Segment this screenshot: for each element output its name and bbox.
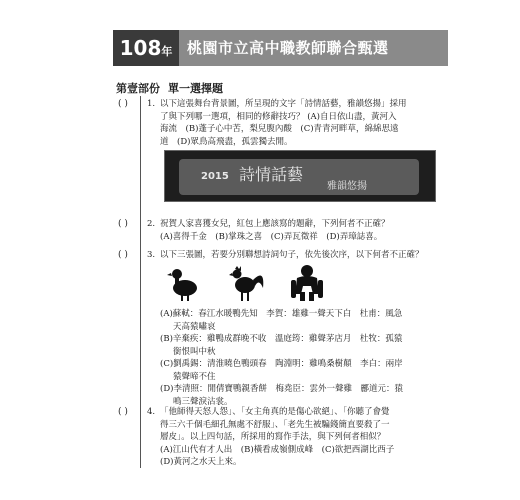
question-3: 3. 以下三張圖，若要分別聯想詩詞句子，依先後次序，以下何者不正確？ <box>147 250 424 260</box>
question-2: 2. 祝賀人家喜獲女兒，紅包上應該寫的題辭，下列何者不正確？ (A)喜得千金 (B)掌珠之喜 (C)弄瓦徵祥 (D)弄璋誌喜。 <box>147 219 390 242</box>
answer-blank-2[interactable]: ( ) <box>118 219 128 229</box>
answer-column-divider <box>140 96 141 468</box>
chapter-header <box>113 30 448 66</box>
exam-title: 桃園市立高中職教師聯合甄選 <box>187 39 389 57</box>
duck-icon <box>167 264 201 302</box>
answer-blank-1[interactable]: ( ) <box>118 99 128 109</box>
section-heading: 第壹部份 單一選擇題 <box>116 82 223 95</box>
question-3-options: (A)蘇軾：春江水暖鴨先知 李賀：雄雞一聲天下白 杜甫：風急 天高猿嘯哀 (B)辛棄疾：雞鴨成群晚不收 溫庭筠：雞聲茅店月 杜牧：孤猿 銜恨叫中秋 (C)劉禹錫：清淮曉色鴨頭春 陶淵明：雞鳴桑樹顛 李白：兩岸 猿聲啼不住 (D)李清照：閒倩寶鴨親香餅 梅堯臣：雲外一聲雞 酈道元：猿 鳴三聲淚沾裳。 <box>160 309 403 407</box>
question-4: 4. 「他師得天怒人怨」、「女主角真的是傷心欲絕」、「你聽了會覺 得三六千個毛細孔無處不舒服」、「老先生被騙錢簡直要殺了一 層皮」。以上四句話，所採用的寫作手法，與下列何者相似？ (A)江山代有才人出 (B)橫看成嶺側成峰 (C)欲把西湖比西子 (D)黃河之水天上來。 <box>147 407 395 467</box>
answer-blank-4[interactable]: ( ) <box>118 407 128 417</box>
question-1: 1. 以下這張舞台背景圖，所呈現的文字「詩情話藝，雅韻悠揚」採用 了與下列哪一選項，相同的修辭技巧？ (A)自日依山盡，黃河入 海流 (B)蓬子心中苦，梨兒腹內酸 (C)青青河畔草，綿綿思遠 道 (D)眾鳥高飛盡，孤雲獨去閒。 <box>147 99 407 147</box>
answer-blank-3[interactable]: ( ) <box>118 250 128 260</box>
gorilla-icon <box>289 264 325 302</box>
rooster-icon <box>229 264 265 302</box>
animal-pictures <box>167 264 347 304</box>
year-badge: 108年 <box>113 30 179 66</box>
stage-backdrop-photo: 2015 詩情話藝 雅韻悠揚 <box>164 150 436 202</box>
